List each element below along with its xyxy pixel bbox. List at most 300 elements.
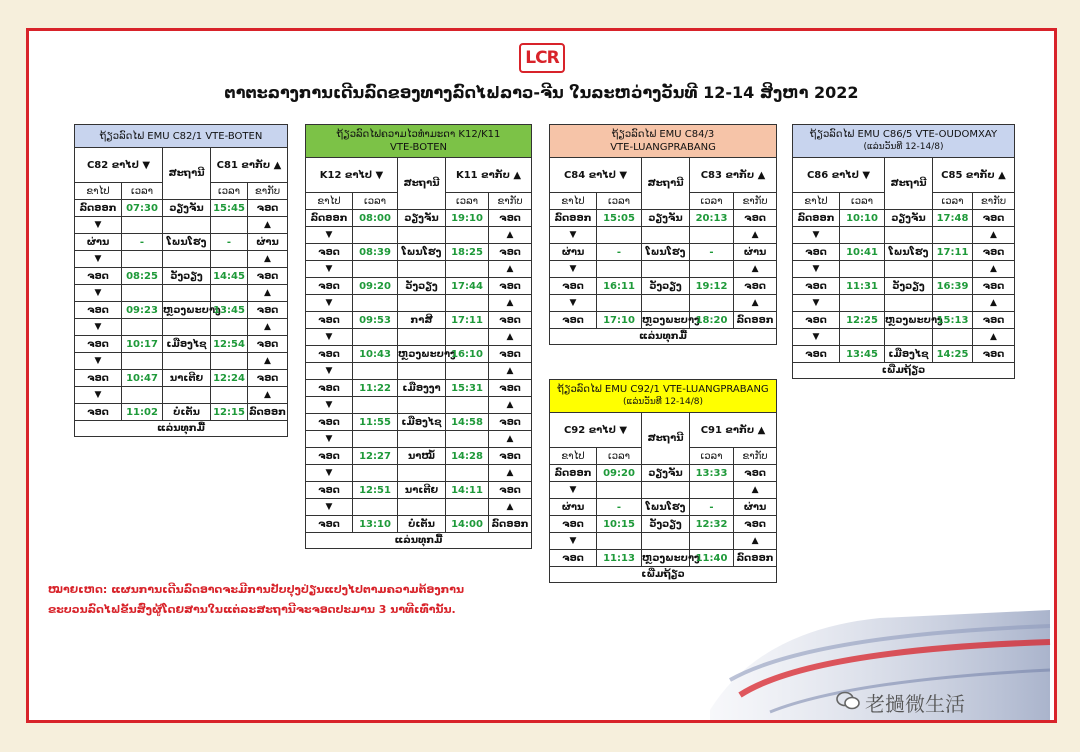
back-status: ຈອດ	[973, 312, 1015, 329]
go-status: ຈອດ	[793, 346, 840, 363]
go-status: ▼	[306, 431, 353, 448]
back-status: ▲	[734, 482, 777, 499]
go-status: ຈອດ	[550, 516, 597, 533]
go-time	[597, 227, 642, 244]
go-status: ລົດອອກ	[550, 465, 597, 482]
go-time	[122, 387, 163, 404]
back-time: 14:58	[446, 414, 489, 431]
back-status: ▲	[489, 363, 532, 380]
table-row	[306, 261, 532, 278]
back-time: 16:39	[933, 278, 973, 295]
back-time: 13:33	[690, 465, 734, 482]
table-row	[550, 244, 777, 261]
table-footer: ແລ່ນທຸກມື້	[75, 421, 288, 437]
go-time: 09:20	[597, 465, 642, 482]
table-row	[793, 278, 1015, 295]
back-time: -	[690, 244, 734, 261]
go-time	[353, 261, 398, 278]
table-row	[550, 227, 777, 244]
table-row	[793, 329, 1015, 346]
back-status: ▲	[489, 329, 532, 346]
table-row	[306, 482, 532, 499]
station-name: ວັງວຽງ	[163, 268, 211, 285]
back-direction-label: C83 ຂາກັບ ▲	[690, 158, 777, 193]
back-status: ຈອດ	[489, 380, 532, 397]
back-time: -	[690, 499, 734, 516]
go-status: ▼	[306, 227, 353, 244]
back-status: ▲	[734, 533, 777, 550]
back-time	[933, 295, 973, 312]
back-time: 15:31	[446, 380, 489, 397]
time-column-header: ເວລາ	[597, 448, 642, 465]
back-status: ▲	[489, 431, 532, 448]
table-footer: ເພີ່ມຖ້ຽວ	[550, 567, 777, 583]
go-status: ຈອດ	[550, 312, 597, 329]
go-time: 10:17	[122, 336, 163, 353]
back-status: ຈອດ	[734, 465, 777, 482]
back-status: ▲	[489, 261, 532, 278]
station-name	[642, 227, 690, 244]
go-status: ▼	[550, 482, 597, 499]
back-direction-label: C91 ຂາກັບ ▲	[690, 413, 777, 448]
back-time: 17:11	[446, 312, 489, 329]
back-column-header: ຂາກັບ	[734, 193, 777, 210]
timetable-c82	[74, 124, 288, 437]
table-row	[75, 319, 288, 336]
go-time	[353, 227, 398, 244]
table-header-line1: ຖ້ຽວລົດໄຟ EMU C84/3	[611, 129, 715, 140]
back-time	[933, 261, 973, 278]
go-time	[597, 533, 642, 550]
back-time: 17:48	[933, 210, 973, 227]
back-status: ▲	[248, 319, 288, 336]
table-row	[75, 387, 288, 404]
station-name	[398, 499, 446, 516]
back-status: ຈອດ	[734, 210, 777, 227]
go-direction-label: C86 ຂາໄປ ▼	[793, 158, 885, 193]
remark-line-1: ໝາຍເຫດ: ແຜນການເດີນລົດອາດຈະມີການປັບປຸງປ່ຽນແປງໄປຕາມຄວາມຕ້ອງການ	[48, 583, 465, 596]
go-time	[353, 431, 398, 448]
back-time	[690, 227, 734, 244]
go-time: 13:45	[840, 346, 885, 363]
table-header-line2: (ແລ່ນວັນທີ 12-14/8)	[623, 397, 704, 407]
table-header	[550, 125, 777, 158]
go-direction-label: C84 ຂາໄປ ▼	[550, 158, 642, 193]
station-name: ວັງວຽງ	[642, 278, 690, 295]
table-row	[306, 499, 532, 516]
go-status: ▼	[306, 261, 353, 278]
table-row	[793, 346, 1015, 363]
back-status: ▲	[973, 295, 1015, 312]
timetable-c86	[792, 124, 1015, 379]
table-row	[793, 261, 1015, 278]
back-status: ຈອດ	[489, 448, 532, 465]
station-name: ບໍ່ເຕັນ	[398, 516, 446, 533]
go-time: -	[597, 244, 642, 261]
table-row	[75, 251, 288, 268]
back-time: 14:00	[446, 516, 489, 533]
table-row	[306, 210, 532, 227]
go-time	[353, 397, 398, 414]
back-time: 18:20	[690, 312, 734, 329]
lcr-logo: LCR	[519, 43, 565, 73]
table-row	[75, 336, 288, 353]
station-name: ເມືອງໄຊ	[163, 336, 211, 353]
table-row	[550, 312, 777, 329]
go-status: ▼	[793, 329, 840, 346]
go-status: ▼	[75, 353, 122, 370]
back-time	[690, 261, 734, 278]
go-status: ▼	[75, 251, 122, 268]
back-time: 11:40	[690, 550, 734, 567]
go-time	[353, 329, 398, 346]
back-status: ຈອດ	[489, 414, 532, 431]
back-column-header: ຂາກັບ	[248, 183, 288, 200]
table-row	[306, 295, 532, 312]
table-row	[306, 312, 532, 329]
go-time: -	[122, 234, 163, 251]
go-time	[353, 363, 398, 380]
go-time: 08:39	[353, 244, 398, 261]
table-row	[75, 353, 288, 370]
go-status: ຈອດ	[306, 482, 353, 499]
station-name: ນາເຕີຍ	[398, 482, 446, 499]
back-time: 12:24	[211, 370, 248, 387]
go-status: ລົດອອກ	[550, 210, 597, 227]
time-column-header: ເວລາ	[446, 193, 489, 210]
back-column-header: ຂາກັບ	[973, 193, 1015, 210]
back-time: 12:54	[211, 336, 248, 353]
station-name	[163, 285, 211, 302]
station-name: ໂພນໂຮງ	[885, 244, 933, 261]
go-status: ▼	[75, 387, 122, 404]
table-row	[550, 533, 777, 550]
back-status: ຈອດ	[734, 516, 777, 533]
back-status: ▲	[248, 353, 288, 370]
back-time: 16:10	[446, 346, 489, 363]
station-name: ວັງວຽງ	[642, 516, 690, 533]
back-time	[446, 465, 489, 482]
go-time: 11:13	[597, 550, 642, 567]
go-time: 08:25	[122, 268, 163, 285]
go-time: 10:10	[840, 210, 885, 227]
go-time	[353, 465, 398, 482]
go-direction-label: C92 ຂາໄປ ▼	[550, 413, 642, 448]
go-time: 16:11	[597, 278, 642, 295]
go-column-header: ຂາໄປ	[793, 193, 840, 210]
time-column-header: ເວລາ	[122, 183, 163, 200]
go-status: ຈອດ	[306, 380, 353, 397]
go-time: 12:25	[840, 312, 885, 329]
station-name	[642, 533, 690, 550]
station-name: ຫຼວງພະບາງ	[398, 346, 446, 363]
station-name: ເມືອງໄຊ	[885, 346, 933, 363]
go-status: ▼	[75, 217, 122, 234]
station-name: ເມືອງໄຊ	[398, 414, 446, 431]
back-status: ຈອດ	[734, 278, 777, 295]
back-status: ▲	[734, 227, 777, 244]
go-status: ▼	[75, 319, 122, 336]
station-name	[398, 465, 446, 482]
table-row	[306, 346, 532, 363]
back-status: ▲	[489, 295, 532, 312]
go-status: ▼	[550, 261, 597, 278]
watermark-text: 老撾微生活	[865, 692, 965, 716]
go-status: ລົດອອກ	[306, 210, 353, 227]
back-time	[446, 261, 489, 278]
back-status: ຈອດ	[248, 268, 288, 285]
go-time	[840, 261, 885, 278]
go-time	[122, 217, 163, 234]
station-name	[163, 217, 211, 234]
back-status: ▲	[248, 251, 288, 268]
station-name	[398, 431, 446, 448]
back-status: ລົດອອກ	[248, 404, 288, 421]
table-row	[550, 516, 777, 533]
table-header-line1: ຖ້ຽວລົດໄຟ EMU C86/5 VTE-OUDOMXAY	[809, 129, 998, 140]
table-footer: ແລ່ນທຸກມື້	[306, 533, 532, 549]
back-direction-label: C81 ຂາກັບ ▲	[211, 148, 288, 183]
table-row	[550, 278, 777, 295]
back-status: ▲	[489, 397, 532, 414]
go-status: ຜ່ານ	[550, 499, 597, 516]
station-column-header: ສະຖານີ	[163, 148, 211, 200]
go-time	[122, 353, 163, 370]
time-column-header: ເວລາ	[840, 193, 885, 210]
go-column-header: ຂາໄປ	[75, 183, 122, 200]
back-time: 15:45	[211, 200, 248, 217]
go-time	[122, 285, 163, 302]
go-time: 17:10	[597, 312, 642, 329]
back-time	[690, 533, 734, 550]
go-column-header: ຂາໄປ	[550, 193, 597, 210]
table-header-line1: ຖ້ຽວລົດໄຟ EMU C82/1 VTE-BOTEN	[99, 130, 263, 142]
table-row	[550, 465, 777, 482]
back-status: ຜ່ານ	[248, 234, 288, 251]
go-time: 12:51	[353, 482, 398, 499]
station-name	[642, 295, 690, 312]
back-time: 19:10	[446, 210, 489, 227]
table-footer: ແລ່ນທຸກມື້	[550, 329, 777, 345]
back-status: ຈອດ	[489, 210, 532, 227]
table-row	[793, 227, 1015, 244]
back-time	[690, 295, 734, 312]
go-time	[840, 227, 885, 244]
back-status: ຈອດ	[973, 346, 1015, 363]
station-name: ບໍ່ເຕັນ	[163, 404, 211, 421]
table-row	[550, 261, 777, 278]
back-time	[446, 431, 489, 448]
go-time	[353, 295, 398, 312]
go-status: ▼	[306, 465, 353, 482]
table-row	[793, 295, 1015, 312]
time-column-header: ເວລາ	[353, 193, 398, 210]
station-name: ວັງວຽງ	[885, 278, 933, 295]
back-time: 20:13	[690, 210, 734, 227]
go-time	[840, 295, 885, 312]
table-row	[793, 210, 1015, 227]
go-status: ຈອດ	[306, 278, 353, 295]
station-name: ວຽງຈັນ	[398, 210, 446, 227]
station-name: ຫຼວງພະບາງ	[642, 550, 690, 567]
back-time: 14:45	[211, 268, 248, 285]
go-time	[122, 319, 163, 336]
go-time: 11:31	[840, 278, 885, 295]
go-time: 10:43	[353, 346, 398, 363]
go-time	[840, 329, 885, 346]
station-name: ວຽງຈັນ	[642, 465, 690, 482]
back-time: 14:28	[446, 448, 489, 465]
table-row	[550, 210, 777, 227]
back-time	[446, 499, 489, 516]
station-name: ນາໝໍ້	[398, 448, 446, 465]
go-time: 09:20	[353, 278, 398, 295]
back-time: 19:12	[690, 278, 734, 295]
station-name	[885, 329, 933, 346]
go-time: 09:53	[353, 312, 398, 329]
timetable-c92	[549, 379, 777, 583]
station-name: ເມືອງງາ	[398, 380, 446, 397]
back-time	[211, 353, 248, 370]
go-status: ຈອດ	[793, 244, 840, 261]
time-column-header: ເວລາ	[211, 183, 248, 200]
station-name	[398, 329, 446, 346]
back-status: ຈອດ	[489, 278, 532, 295]
go-time	[353, 499, 398, 516]
go-status: ຈອດ	[306, 312, 353, 329]
back-time	[446, 329, 489, 346]
table-row	[306, 431, 532, 448]
go-direction-label: K12 ຂາໄປ ▼	[306, 158, 398, 193]
back-status: ລົດອອກ	[489, 516, 532, 533]
station-name	[398, 363, 446, 380]
time-column-header: ເວລາ	[597, 193, 642, 210]
back-time	[211, 217, 248, 234]
go-time: 13:10	[353, 516, 398, 533]
back-status: ຈອດ	[248, 200, 288, 217]
table-row	[306, 414, 532, 431]
back-time	[933, 227, 973, 244]
station-name	[885, 295, 933, 312]
back-time	[211, 319, 248, 336]
go-time	[597, 295, 642, 312]
go-status: ▼	[793, 295, 840, 312]
station-name: ຫຼວງພະບາງ	[642, 312, 690, 329]
go-time	[122, 251, 163, 268]
go-status: ຈອດ	[306, 346, 353, 363]
back-status: ▲	[734, 295, 777, 312]
back-status: ລົດອອກ	[734, 550, 777, 567]
back-status: ▲	[248, 285, 288, 302]
back-time	[933, 329, 973, 346]
back-status: ▲	[489, 227, 532, 244]
back-time: 18:25	[446, 244, 489, 261]
back-time: 12:15	[211, 404, 248, 421]
back-status: ຈອດ	[973, 278, 1015, 295]
table-row	[550, 499, 777, 516]
table-row	[306, 516, 532, 533]
time-column-header: ເວລາ	[690, 448, 734, 465]
table-row	[550, 550, 777, 567]
back-time	[446, 397, 489, 414]
table-row	[306, 363, 532, 380]
back-status: ຈອດ	[248, 336, 288, 353]
back-column-header: ຂາກັບ	[489, 193, 532, 210]
station-name	[398, 261, 446, 278]
station-name: ໂພນໂຮງ	[398, 244, 446, 261]
remark-note	[48, 580, 568, 620]
table-footer: ເພີ່ມຖ້ຽວ	[793, 363, 1015, 379]
go-direction-label: C82 ຂາໄປ ▼	[75, 148, 163, 183]
back-status: ຈອດ	[973, 210, 1015, 227]
station-name	[163, 353, 211, 370]
table-header-line2: VTE-BOTEN	[390, 142, 447, 153]
go-status: ຈອດ	[550, 550, 597, 567]
table-row	[306, 329, 532, 346]
back-status: ▲	[973, 329, 1015, 346]
table-row	[75, 370, 288, 387]
back-time: 13:45	[211, 302, 248, 319]
back-status: ▲	[734, 261, 777, 278]
station-name: ໂພນໂຮງ	[642, 244, 690, 261]
back-time	[211, 285, 248, 302]
go-status: ▼	[306, 499, 353, 516]
go-status: ຈອດ	[306, 244, 353, 261]
go-status: ▼	[75, 285, 122, 302]
go-status: ▼	[793, 227, 840, 244]
go-status: ຈອດ	[75, 404, 122, 421]
station-name: ຫຼວງພະບາງ	[163, 302, 211, 319]
station-name: ກາສີ	[398, 312, 446, 329]
back-time	[446, 227, 489, 244]
go-time: 12:27	[353, 448, 398, 465]
table-header-line1: ຖ້ຽວລົດໄຟຄວາມໄວທຳມະດາ K12/K11	[336, 129, 501, 140]
station-column-header: ສະຖານີ	[885, 158, 933, 210]
table-row	[75, 268, 288, 285]
table-row	[75, 200, 288, 217]
go-time: 11:55	[353, 414, 398, 431]
table-row	[306, 227, 532, 244]
back-status: ຈອດ	[248, 302, 288, 319]
table-header	[550, 380, 777, 413]
back-status: ▲	[248, 387, 288, 404]
table-header	[75, 125, 288, 148]
table-row	[75, 234, 288, 251]
table-row	[306, 278, 532, 295]
back-time	[211, 251, 248, 268]
back-status: ▲	[489, 465, 532, 482]
go-status: ຈອດ	[306, 448, 353, 465]
back-time: 15:13	[933, 312, 973, 329]
wechat-icon	[836, 690, 860, 712]
go-status: ຈອດ	[75, 336, 122, 353]
go-time: 11:22	[353, 380, 398, 397]
go-time: 11:02	[122, 404, 163, 421]
go-status: ຈອດ	[75, 302, 122, 319]
go-status: ▼	[306, 397, 353, 414]
station-name	[163, 251, 211, 268]
station-name	[885, 261, 933, 278]
station-name	[398, 295, 446, 312]
back-status: ລົດອອກ	[734, 312, 777, 329]
timetable-c84	[549, 124, 777, 345]
table-row	[75, 285, 288, 302]
station-column-header: ສະຖານີ	[398, 158, 446, 210]
table-row	[75, 217, 288, 234]
back-status: ▲	[248, 217, 288, 234]
table-header-line2: VTE-LUANGPRABANG	[610, 142, 716, 153]
back-time	[211, 387, 248, 404]
